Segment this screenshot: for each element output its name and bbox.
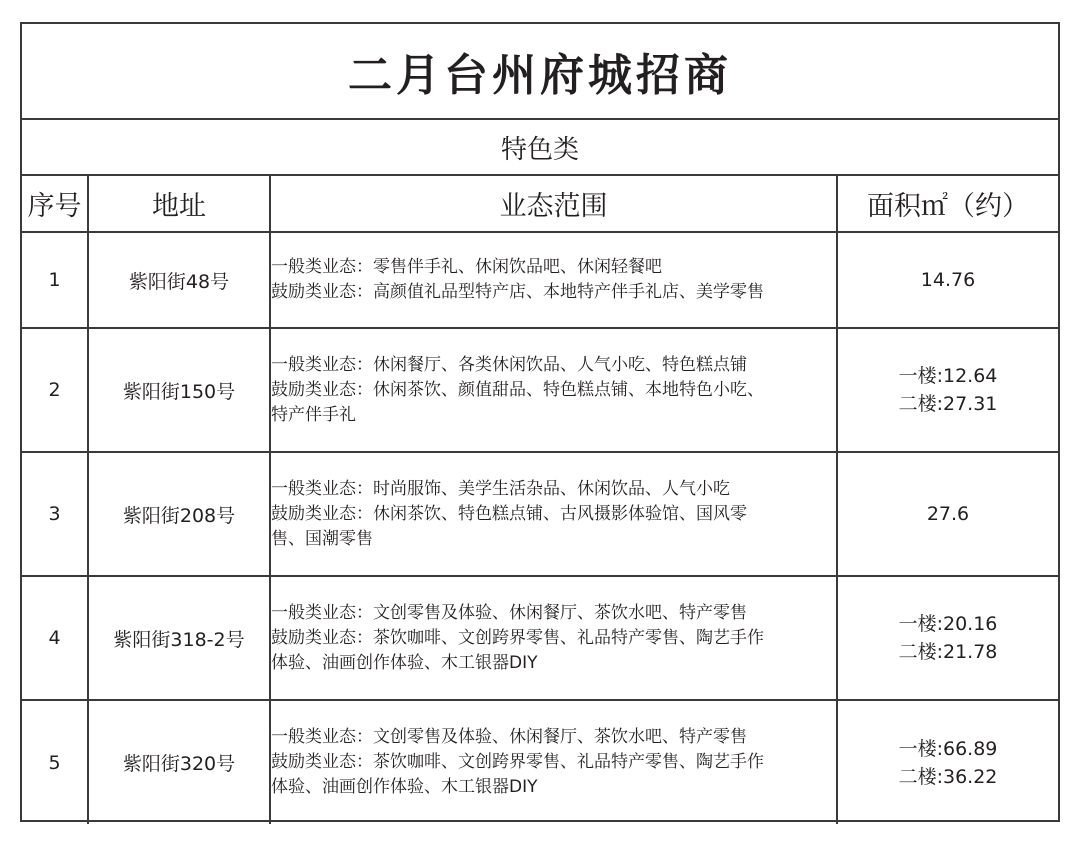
leasing-table-sheet bbox=[20, 22, 1060, 822]
row-number: 2 bbox=[22, 328, 88, 452]
scope-line: 一般类业态：零售伴手礼、休闲饮品吧、休闲轻餐吧 bbox=[271, 257, 662, 277]
table-row bbox=[22, 452, 1058, 576]
row-scope bbox=[270, 328, 837, 452]
category-heading: 特色类 bbox=[22, 120, 1058, 176]
header-no: 序号 bbox=[22, 176, 88, 232]
scope-line: 一般类业态：文创零售及体验、休闲餐厅、茶饮水吧、特产零售 bbox=[271, 727, 747, 747]
area-line: 一楼:12.64 bbox=[898, 365, 998, 387]
table-row bbox=[22, 232, 1058, 328]
scope-line: 鼓励类业态：休闲茶饮、特色糕点铺、古风摄影体验馆、国风零 bbox=[271, 503, 747, 524]
area-line: 27.6 bbox=[926, 503, 970, 525]
row-area bbox=[837, 328, 1058, 452]
row-address: 紫阳街48号 bbox=[88, 232, 270, 328]
scope-line: 售、国潮零售 bbox=[271, 528, 373, 549]
row-address: 紫阳街208号 bbox=[88, 452, 270, 576]
table-header-row bbox=[22, 176, 1058, 232]
row-scope bbox=[270, 700, 837, 824]
scope-line: 鼓励类业态：茶饮咖啡、文创跨界零售、礼品特产零售、陶艺手作 bbox=[271, 627, 764, 648]
table-row bbox=[22, 576, 1058, 700]
row-scope bbox=[270, 452, 837, 576]
area-line: 二楼:21.78 bbox=[898, 641, 998, 663]
scope-line: 一般类业态：休闲餐厅、各类休闲饮品、人气小吃、特色糕点铺 bbox=[271, 354, 747, 375]
area-line: 二楼:36.22 bbox=[898, 765, 998, 788]
row-area bbox=[837, 576, 1058, 700]
area-line: 一楼:66.89 bbox=[898, 737, 998, 760]
scope-line: 一般类业态：时尚服饰、美学生活杂品、休闲饮品、人气小吃 bbox=[271, 478, 730, 499]
header-address: 地址 bbox=[88, 176, 270, 232]
row-scope bbox=[270, 576, 837, 700]
scope-line: 一般类业态：文创零售及体验、休闲餐厅、茶饮水吧、特产零售 bbox=[271, 602, 747, 623]
row-number: 4 bbox=[22, 576, 88, 700]
scope-line: 体验、油画创作体验、木工银器DIY bbox=[271, 777, 538, 797]
row-address: 紫阳街320号 bbox=[88, 700, 270, 824]
scope-line: 鼓励类业态：高颜值礼品型特产店、本地特产伴手礼店、美学零售 bbox=[271, 282, 764, 302]
row-number: 3 bbox=[22, 452, 88, 576]
row-address: 紫阳街150号 bbox=[88, 328, 270, 452]
row-number: 5 bbox=[22, 700, 88, 824]
table-row bbox=[22, 328, 1058, 452]
page-title: 二月台州府城招商 bbox=[22, 24, 1058, 120]
leasing-table bbox=[22, 176, 1058, 824]
header-area: 面积㎡（约） bbox=[837, 176, 1058, 232]
row-area bbox=[837, 700, 1058, 824]
row-address: 紫阳街318-2号 bbox=[88, 576, 270, 700]
row-area bbox=[837, 452, 1058, 576]
row-scope bbox=[270, 232, 837, 328]
scope-line: 体验、油画创作体验、木工银器DIY bbox=[271, 652, 538, 673]
header-scope: 业态范围 bbox=[270, 176, 837, 232]
row-area bbox=[837, 232, 1058, 328]
area-line: 14.76 bbox=[920, 269, 976, 291]
area-line: 一楼:20.16 bbox=[898, 613, 998, 635]
table-row bbox=[22, 700, 1058, 824]
row-number: 1 bbox=[22, 232, 88, 328]
scope-line: 鼓励类业态：茶饮咖啡、文创跨界零售、礼品特产零售、陶艺手作 bbox=[271, 752, 764, 772]
scope-line: 鼓励类业态：休闲茶饮、颜值甜品、特色糕点铺、本地特色小吃、 bbox=[271, 379, 764, 400]
area-line: 二楼:27.31 bbox=[898, 393, 998, 415]
scope-line: 特产伴手礼 bbox=[271, 404, 356, 425]
